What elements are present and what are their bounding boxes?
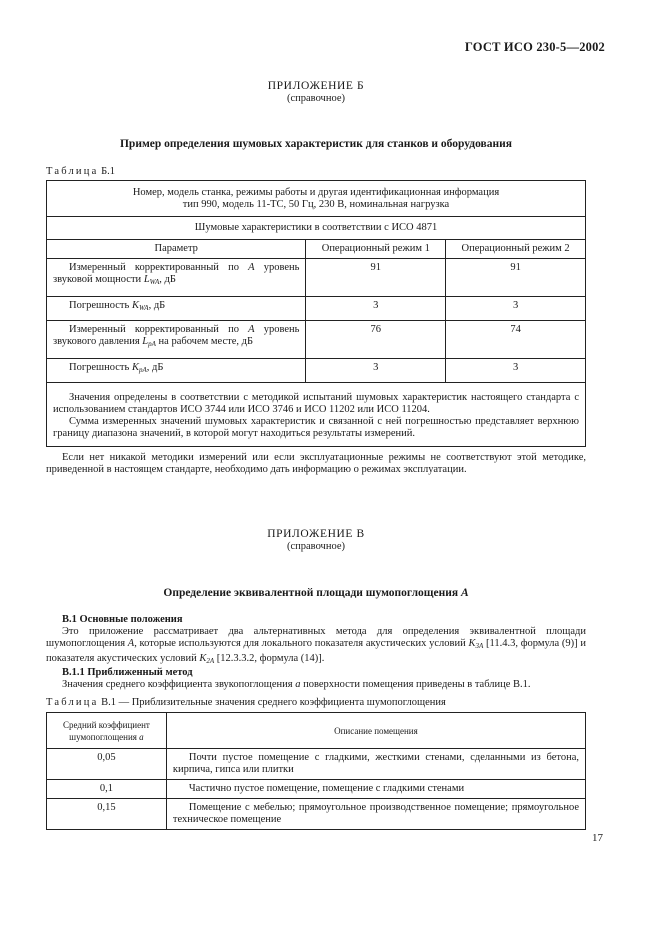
mode2-value: 3 [446,359,586,383]
table-header-row [47,240,586,259]
table-b1-number: Б.1 [98,166,115,177]
appendix-v-subtitle: (справочное) [287,541,345,552]
appendix-v-title: ПРИЛОЖЕНИЕ В [267,528,365,540]
mode1-value: 3 [306,359,446,383]
table-row [47,359,586,383]
appendix-v-header [46,528,586,553]
table-row [47,297,586,321]
noise-characteristics-table [46,180,586,447]
section-v11-text: Значения среднего коэффициента звукопоглощения a поверхности помещения приведены в таблице В.1. [62,679,531,691]
table-row [47,799,586,830]
table-v1-caption [46,697,586,708]
machine-id-cell [47,181,586,217]
mode1-value: 91 [306,259,446,297]
param-cell: Погрешность $K_{pA}$, дБ [47,359,306,383]
table-b1-caption [46,166,586,177]
table-row [47,383,586,447]
section-v1-title: В.1 Основные положения [62,614,183,625]
mode1-value: 76 [306,321,446,359]
appendix-v-heading: Определение эквивалентной площади шумопоглощения A [163,587,469,599]
section-v11-title: В.1.1 Приближенный метод [62,666,193,678]
appendix-b-subtitle: (справочное) [287,93,345,104]
table-row [47,181,586,217]
table-header-row [47,713,586,749]
table-row [47,259,586,297]
table-v1-title: В.1 — Приблизительные значения среднего коэффициента шумопоглощения [98,697,446,708]
machine-id-line2: тип 990, модель 11-ТС, 50 Гц, 230 В, номинальная нагрузка [182,199,450,210]
appendix-b-paragraph: Если нет никакой методики измерений или если эксплуатационные режимы не соответствуют этой методике, приведенной в настоящем стандарте, необходимо дать информацию о режимах эксплуатации. [46,452,586,476]
appendix-b-header [46,80,586,105]
param-cell: Погрешность $K_{WA}$, дБ [47,297,306,321]
table-v1-label: Таблица [46,697,99,708]
col-param-header: Параметр [47,240,306,259]
room-description: Помещение с мебелью; прямоугольное производственное помещение; прямоугольное техническое помещение [166,799,585,830]
mode1-value: 3 [306,297,446,321]
col-mode1-header: Операционный режим 1 [306,240,446,259]
col-mode2-header: Операционный режим 2 [446,240,586,259]
coefficient-value: 0,1 [47,780,167,799]
table-row [47,217,586,240]
table-row [47,321,586,359]
mode2-value: 3 [446,297,586,321]
section-v1-text: Это приложение рассматривает два альтернативных метода для определения эквивалентной площади шумопоглощения A, которые используются для локального показателя акустических условий $K_{3A}$ [11.4.3, формула (9)] и показателя акустических условий $K_{2A}$ [12.3.3.2, формула (14)]. [46,626,587,665]
table-note-1: Значения определены в соответствии с методикой испытаний шумовых характеристик настоящего стандарта с использованием стандартов ИСО 3744 или ИСО 3746 и ИСО 11202 или ИСО 11204. [53,392,579,415]
page-number: 17 [592,832,603,844]
noise-heading-cell: Шумовые характеристики в соответствии с ИСО 4871 [47,217,586,240]
table-note-2: Сумма измеренных значений шумовых характеристик и связанной с ней погрешностью представляет верхнюю границу диапазона значений, в которой могут находиться результаты измерений. [53,416,579,439]
table-note-cell [47,383,586,447]
col-coefficient-header: Средний коэффициент шумопоглощения a [47,713,167,749]
appendix-b-title: ПРИЛОЖЕНИЕ Б [267,80,365,92]
mode2-value: 91 [446,259,586,297]
table-row [47,749,586,780]
mode2-value: 74 [446,321,586,359]
param-cell: Измеренный корректированный по A уровень звуковой мощности $L_{WA}$, дБ [47,259,306,297]
absorption-table [46,712,586,830]
room-description: Почти пустое помещение с гладкими, жесткими стенами, сделанными из бетона, кирпича, гипса или плитки [166,749,585,780]
machine-id-line1: Номер, модель станка, режимы работы и другая идентификационная информация [132,187,500,198]
col-description-header: Описание помещения [166,713,585,749]
room-description: Частично пустое помещение, помещение с гладкими стенами [166,780,585,799]
coefficient-value: 0,05 [47,749,167,780]
appendix-b-heading: Пример определения шумовых характеристик для станков и оборудования [119,138,512,150]
param-cell: Измеренный корректированный по A уровень звукового давления $L_{pA}$ на рабочем месте, дБ [47,321,306,359]
table-b1-label: Таблица [46,166,99,177]
document-code: ГОСТ ИСО 230-5—2002 [464,40,605,54]
coefficient-value: 0,15 [47,799,167,830]
section-v1 [46,614,586,691]
table-row [47,780,586,799]
